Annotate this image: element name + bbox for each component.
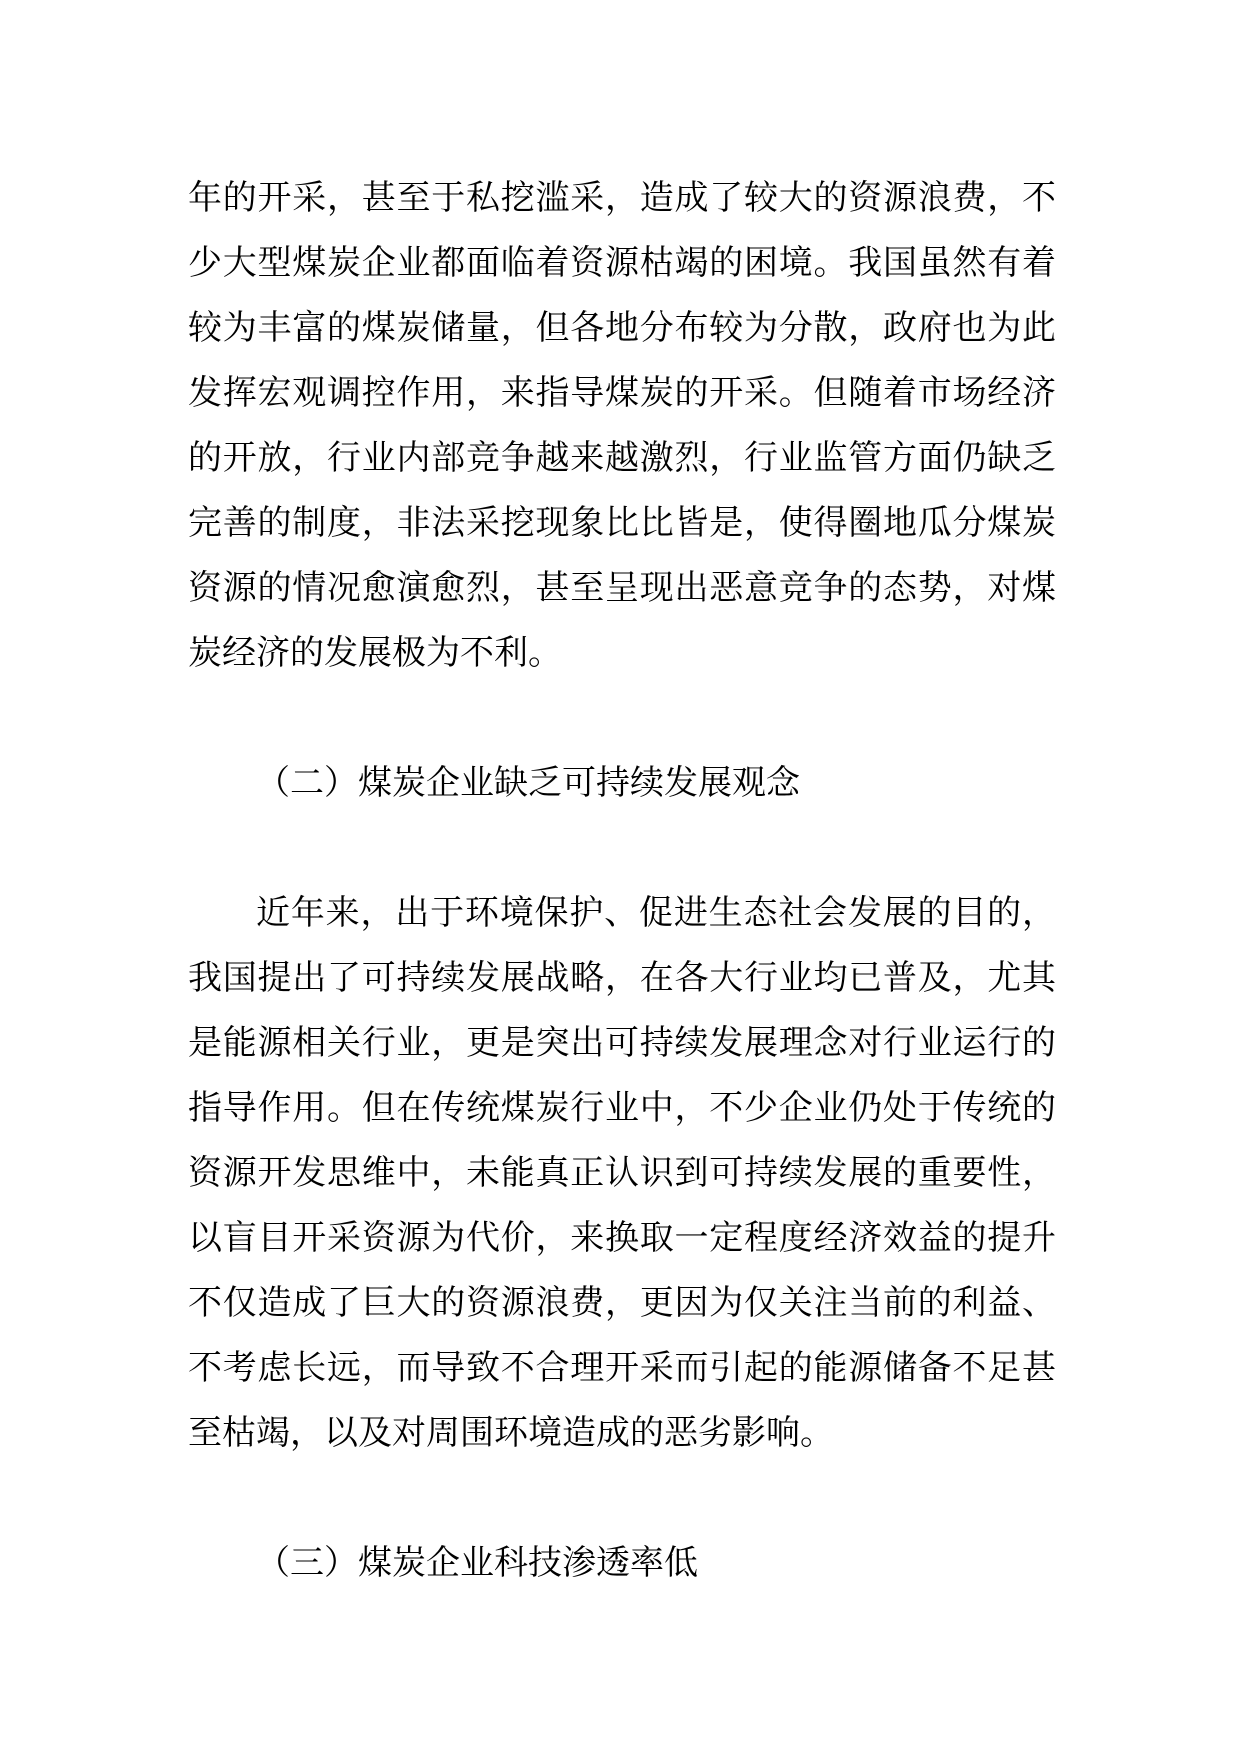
- text-line: 发挥宏观调控作用，来指导煤炭的开采。但随着市场经济: [188, 373, 1056, 413]
- text-line: 以盲目开采资源为代价，来换取一定程度经济效益的提升: [188, 1218, 1056, 1258]
- paragraph-sustainability: [188, 881, 1056, 1466]
- text-line: 近年来，出于环境保护、促进生态社会发展的目的，: [256, 893, 1056, 933]
- text-line: 较为丰富的煤炭储量，但各地分布较为分散，政府也为此: [188, 308, 1056, 348]
- text-line: 指导作用。但在传统煤炭行业中，不少企业仍处于传统的: [188, 1088, 1056, 1128]
- section-heading-2: （二）煤炭企业缺乏可持续发展观念: [256, 763, 800, 803]
- text-line: 不仅造成了巨大的资源浪费，更因为仅关注当前的利益、: [188, 1283, 1056, 1323]
- text-line: 资源的情况愈演愈烈，甚至呈现出恶意竞争的态势，对煤: [188, 568, 1056, 608]
- text-line: 少大型煤炭企业都面临着资源枯竭的困境。我国虽然有着: [188, 243, 1056, 283]
- text-line: 我国提出了可持续发展战略，在各大行业均已普及，尤其: [188, 958, 1056, 998]
- text-line: 至枯竭，以及对周围环境造成的恶劣影响。: [188, 1413, 834, 1453]
- text-line: 炭经济的发展极为不利。: [188, 633, 562, 673]
- paragraph-resource-waste: [188, 166, 1056, 686]
- text-line: 的开放，行业内部竞争越来越激烈，行业监管方面仍缺乏: [188, 438, 1056, 478]
- section-heading-3: （三）煤炭企业科技渗透率低: [256, 1543, 698, 1583]
- paragraph-spacer: [188, 816, 1056, 881]
- document-body: [188, 166, 1056, 1596]
- text-line: 是能源相关行业，更是突出可持续发展理念对行业运行的: [188, 1023, 1056, 1063]
- text-line: 资源开发思维中，未能真正认识到可持续发展的重要性，: [188, 1153, 1056, 1193]
- paragraph-spacer: [188, 686, 1056, 751]
- text-line: 年的开采，甚至于私挖滥采，造成了较大的资源浪费，不: [188, 178, 1056, 218]
- text-line: 不考虑长远，而导致不合理开采而引起的能源储备不足甚: [188, 1348, 1056, 1388]
- paragraph-spacer: [188, 1466, 1056, 1531]
- text-line: 完善的制度，非法采挖现象比比皆是，使得圈地瓜分煤炭: [188, 503, 1056, 543]
